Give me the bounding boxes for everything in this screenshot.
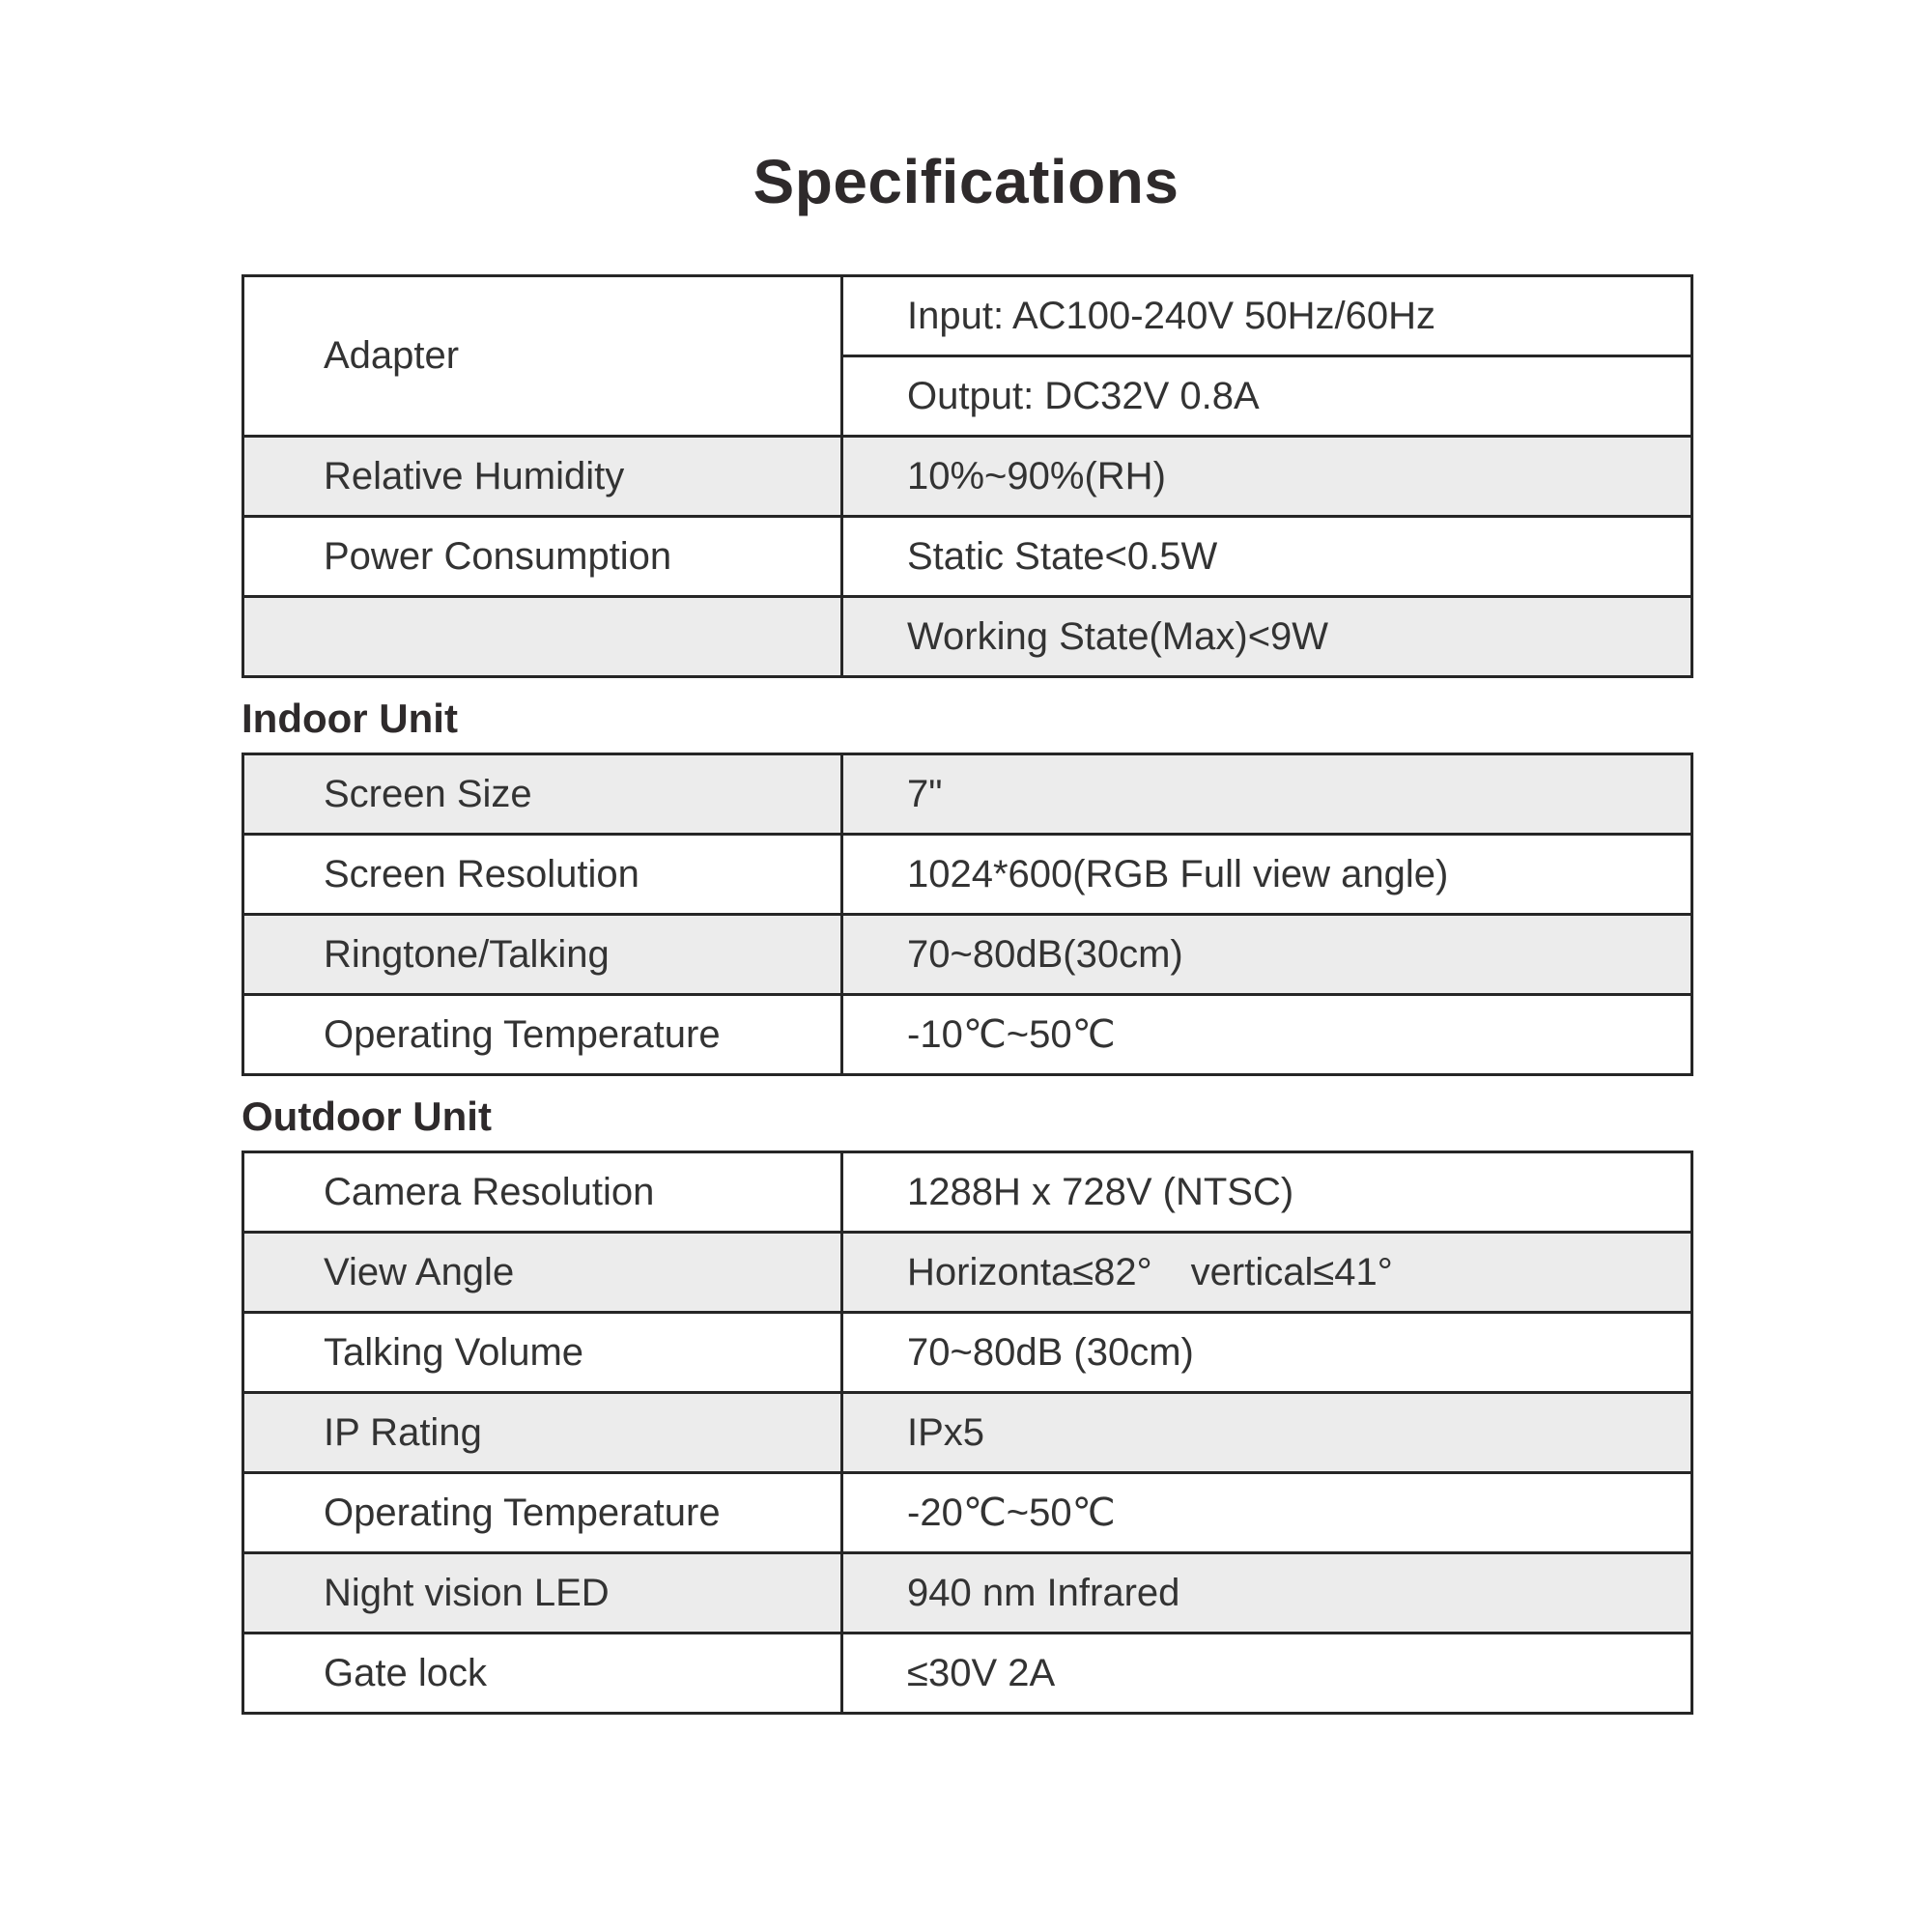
page-title: Specifications xyxy=(753,147,1179,216)
spec-value-outdoor-operating-temperature: -20℃~50℃ xyxy=(842,1473,1692,1553)
spec-label-view-angle: View Angle xyxy=(243,1233,842,1313)
spec-value-ip-rating: IPx5 xyxy=(842,1393,1692,1473)
table-row xyxy=(243,915,1692,995)
spec-label-camera-resolution: Camera Resolution xyxy=(243,1152,842,1233)
spec-value-adapter-output: Output: DC32V 0.8A xyxy=(842,356,1692,437)
spec-value-ringtone-talking: 70~80dB(30cm) xyxy=(842,915,1692,995)
spec-value-camera-resolution: 1288H x 728V (NTSC) xyxy=(842,1152,1692,1233)
spec-label-ringtone-talking: Ringtone/Talking xyxy=(243,915,842,995)
spec-value-night-vision-led: 940 nm Infrared xyxy=(842,1553,1692,1634)
spec-label-relative-humidity: Relative Humidity xyxy=(243,437,842,517)
table-row xyxy=(243,1313,1692,1393)
outdoor-unit-heading: Outdoor Unit xyxy=(242,1094,492,1139)
spec-value-relative-humidity: 10%~90%(RH) xyxy=(842,437,1692,517)
spec-label-gate-lock: Gate lock xyxy=(243,1634,842,1714)
spec-value-power-consumption-working: Working State(Max)<9W xyxy=(842,597,1692,677)
spec-label-empty xyxy=(243,597,842,677)
spec-value-power-consumption-static: Static State<0.5W xyxy=(842,517,1692,597)
outdoor-unit-table xyxy=(242,1151,1693,1715)
spec-label-outdoor-operating-temperature: Operating Temperature xyxy=(243,1473,842,1553)
table-row xyxy=(243,1473,1692,1553)
spec-value-screen-size: 7" xyxy=(842,754,1692,835)
table-row xyxy=(243,1553,1692,1634)
table-row xyxy=(243,276,1692,356)
spec-label-ip-rating: IP Rating xyxy=(243,1393,842,1473)
indoor-unit-table xyxy=(242,753,1693,1076)
spec-label-power-consumption: Power Consumption xyxy=(243,517,842,597)
table-row xyxy=(243,1233,1692,1313)
indoor-unit-heading: Indoor Unit xyxy=(242,696,458,741)
spec-label-screen-size: Screen Size xyxy=(243,754,842,835)
spec-label-adapter: Adapter xyxy=(243,276,842,437)
spec-value-talking-volume: 70~80dB (30cm) xyxy=(842,1313,1692,1393)
spec-label-screen-resolution: Screen Resolution xyxy=(243,835,842,915)
table-row xyxy=(243,995,1692,1075)
table-row xyxy=(243,1152,1692,1233)
table-row xyxy=(243,835,1692,915)
general-spec-table xyxy=(242,274,1693,678)
table-row xyxy=(243,517,1692,597)
table-row xyxy=(243,1393,1692,1473)
spec-label-night-vision-led: Night vision LED xyxy=(243,1553,842,1634)
spec-value-indoor-operating-temperature: -10℃~50℃ xyxy=(842,995,1692,1075)
spec-value-gate-lock: ≤30V 2A xyxy=(842,1634,1692,1714)
spec-label-indoor-operating-temperature: Operating Temperature xyxy=(243,995,842,1075)
table-row xyxy=(243,754,1692,835)
spec-value-screen-resolution: 1024*600(RGB Full view angle) xyxy=(842,835,1692,915)
table-row xyxy=(243,437,1692,517)
spec-value-view-angle: Horizonta≤82° vertical≤41° xyxy=(842,1233,1692,1313)
table-row xyxy=(243,597,1692,677)
table-row xyxy=(243,1634,1692,1714)
spec-value-adapter-input: Input: AC100-240V 50Hz/60Hz xyxy=(842,276,1692,356)
spec-label-talking-volume: Talking Volume xyxy=(243,1313,842,1393)
content-area xyxy=(242,274,1690,1715)
